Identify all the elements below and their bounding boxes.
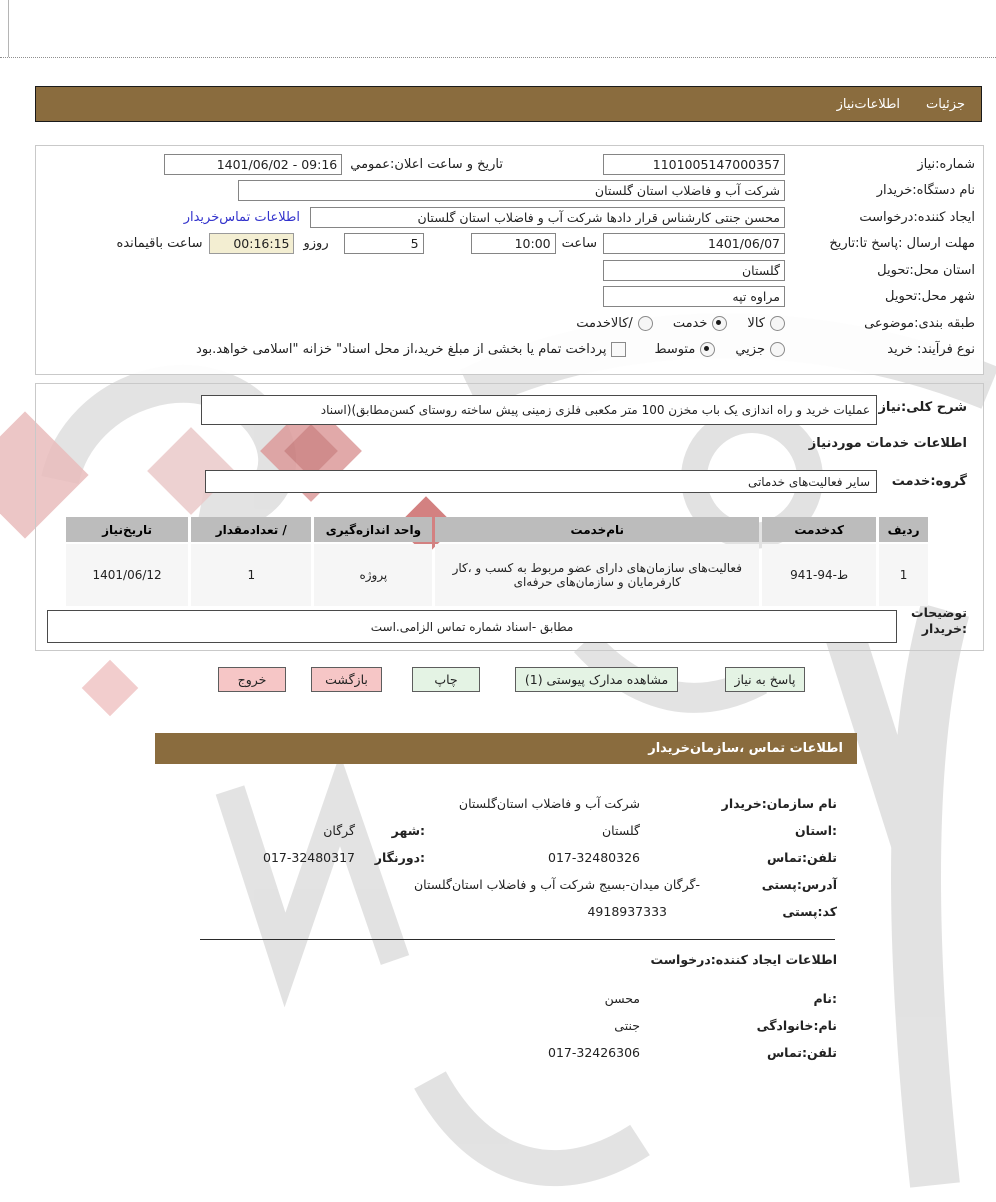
tab-need-info[interactable]: اطلاعات‌نیاز — [836, 96, 901, 112]
delivery-city-label: شهر محل:تحویل — [885, 289, 975, 305]
creator-phone-row — [155, 1039, 857, 1066]
back-button[interactable]: بازگشت — [311, 667, 382, 692]
need-description-label: شرح کلی:نیاز — [878, 400, 967, 415]
radio-goods[interactable] — [770, 316, 785, 331]
days-remaining-field[interactable]: 5 — [344, 233, 424, 254]
col-service-name: نام‌خدمت — [435, 517, 759, 542]
cell-unit: پروژه — [314, 544, 432, 606]
service-group-field[interactable]: سایر فعالیت‌های خدماتی — [205, 470, 877, 493]
org-phone-row — [155, 844, 857, 871]
col-unit: واحد اندازه‌گیری — [314, 517, 432, 542]
tab-details[interactable]: جزئیات — [926, 96, 965, 112]
table-row — [66, 544, 928, 606]
cell-service-name: فعالیت‌های سازمان‌های دارای عضو مربوط به کسب و ،کار کارفرمایان و سازمان‌های حرفه‌ای — [435, 544, 759, 606]
org-province-row — [155, 817, 857, 844]
cell-service-code: ط-94-941 — [762, 544, 876, 606]
need-number-label: شماره:نیاز — [917, 156, 975, 172]
radio-medium-label: متوسط — [654, 342, 696, 358]
org-city-label: :شهر — [391, 823, 425, 838]
radio-minor[interactable] — [770, 342, 785, 357]
treasury-checkbox[interactable] — [611, 342, 626, 357]
radio-goods-service[interactable] — [638, 316, 653, 331]
buyer-notes-label: توضیحات :خریدار — [911, 605, 967, 636]
deadline-label: مهلت ارسال :پاسخ تا:تاریخ — [829, 236, 975, 252]
org-address-value: -گرگان میدان-بسیج شرکت آب و فاضلاب استان‌گلستان — [413, 877, 700, 892]
need-description-field[interactable]: عملیات خرید و راه اندازی یک باب مخزن 100 متر مکعبی فلزی زمینی پیش ساخته روستای کسن‌مطابق)(اسناد — [201, 395, 877, 425]
process-type-label: نوع فرآیند: خرید — [887, 342, 975, 358]
services-table-header-row — [66, 517, 928, 542]
need-number-row — [36, 151, 983, 178]
radio-goods-label: کالا — [747, 315, 765, 331]
creator-phone-label: تلفن:تماس — [766, 1045, 837, 1060]
org-address-label: آدرس:پستی — [761, 877, 837, 892]
org-province-value: گلستان — [601, 823, 640, 838]
creator-info-heading: اطلاعات ایجاد کننده:درخواست — [650, 952, 837, 967]
cell-need-date: 1401/06/12 — [66, 544, 188, 606]
radio-minor-label: جزیي — [735, 342, 765, 358]
section-divider — [200, 939, 835, 940]
delivery-province-field[interactable]: گلستان — [603, 260, 785, 281]
print-button[interactable]: چاپ — [412, 667, 480, 692]
delivery-province-label: استان محل:تحویل — [877, 262, 975, 278]
top-left-tick — [8, 0, 9, 57]
deadline-row — [36, 231, 983, 258]
col-service-code: کدخدمت — [762, 517, 876, 542]
org-phone-value: 017-32480326 — [548, 850, 640, 865]
deadline-date-field[interactable]: 1401/06/07 — [603, 233, 785, 254]
org-name-value: شرکت آب و فاضلاب استان‌گلستان — [458, 796, 640, 811]
creator-family-row — [155, 1012, 857, 1039]
announce-datetime-label: تاریخ و ساعت اعلان:عمومي — [350, 156, 503, 172]
org-city-value: گرگان — [323, 823, 355, 838]
org-postal-label: کد:پستی — [782, 904, 837, 919]
deadline-time-field[interactable]: 10:00 — [471, 233, 556, 254]
cell-quantity: 1 — [191, 544, 311, 606]
delivery-city-row — [36, 284, 983, 311]
treasury-note: پرداخت تمام یا بخشی از مبلغ خرید،از محل اسناد" خزانه "اسلامی خواهد.بود — [196, 342, 607, 358]
org-province-label: :استان — [794, 823, 837, 838]
buyer-contact-link[interactable]: اطلاعات تماس‌خریدار — [183, 209, 300, 225]
delivery-city-field[interactable]: مراوه تپه — [603, 286, 785, 307]
radio-medium[interactable] — [700, 342, 715, 357]
request-creator-label: ایجاد کننده:درخواست — [859, 209, 975, 225]
buyer-org-field[interactable]: شرکت آب و فاضلاب استان گلستان — [238, 180, 785, 201]
col-need-date: تاریخ‌نیاز — [66, 517, 188, 542]
radio-goods-service-label: /کالاخدمت — [576, 315, 633, 331]
creator-name-label: :نام — [813, 991, 837, 1006]
need-summary-panel — [35, 145, 984, 375]
need-details-panel — [35, 383, 984, 651]
org-phone-label: تلفن:تماس — [766, 850, 837, 865]
reply-to-need-button[interactable]: پاسخ به نیاز — [725, 667, 805, 692]
buyer-contact-section — [155, 772, 857, 1066]
request-creator-row — [36, 204, 983, 231]
delivery-province-row — [36, 257, 983, 284]
days-label: روزو — [303, 236, 329, 252]
view-attachments-button[interactable]: مشاهده مدارک پیوستی (1) — [515, 667, 678, 692]
buyer-notes-field[interactable]: مطابق -اسناد شماره تماس الزامی.است — [47, 610, 897, 643]
creator-family-label: نام:خانوادگی — [756, 1018, 837, 1033]
tab-bar — [35, 86, 982, 122]
org-name-row — [155, 790, 857, 817]
radio-service-label: خدمت — [672, 315, 708, 331]
need-number-field[interactable]: 1101005147000357 — [603, 154, 785, 175]
announce-datetime-field[interactable]: 1401/06/02 - 09:16 — [164, 154, 342, 175]
buyer-org-row — [36, 178, 983, 205]
creator-family-value: جنتی — [614, 1018, 640, 1033]
col-row-number: ردیف — [879, 517, 928, 542]
org-address-row — [155, 871, 857, 898]
category-row — [36, 310, 983, 337]
radio-service[interactable] — [712, 316, 727, 331]
countdown-field: 00:16:15 — [209, 233, 294, 254]
services-table — [63, 515, 931, 608]
services-heading: اطلاعات خدمات موردنیاز — [808, 436, 967, 451]
dotted-separator — [0, 57, 996, 58]
org-postal-row — [155, 898, 857, 925]
process-type-row — [36, 337, 983, 364]
hours-remaining-label: ساعت باقیمانده — [116, 236, 203, 252]
org-postal-value: 4918937333 — [587, 904, 667, 919]
creator-name-value: محسن — [604, 991, 640, 1006]
request-creator-field[interactable]: محسن جنتی کارشناس قرار دادها شرکت آب و فاضلاب استان گلستان — [310, 207, 785, 228]
buyer-org-label: نام دستگاه:خریدار — [876, 183, 975, 199]
hour-label: ساعت — [561, 236, 597, 252]
buyer-contact-header: اطلاعات تماس ،سازمان‌خریدار — [155, 733, 857, 764]
service-group-label: گروه:خدمت — [891, 474, 967, 489]
cell-row-number: 1 — [879, 544, 928, 606]
exit-button[interactable]: خروج — [218, 667, 286, 692]
creator-name-row — [155, 985, 857, 1012]
col-quantity: / تعدادمقدار — [191, 517, 311, 542]
org-name-label: نام سازمان:خریدار — [721, 796, 837, 811]
creator-phone-value: 017-32426306 — [548, 1045, 640, 1060]
org-fax-value: 017-32480317 — [263, 850, 355, 865]
org-fax-label: :دورنگار — [374, 850, 425, 865]
category-label: طبقه بندی:موضوعی — [864, 315, 975, 331]
